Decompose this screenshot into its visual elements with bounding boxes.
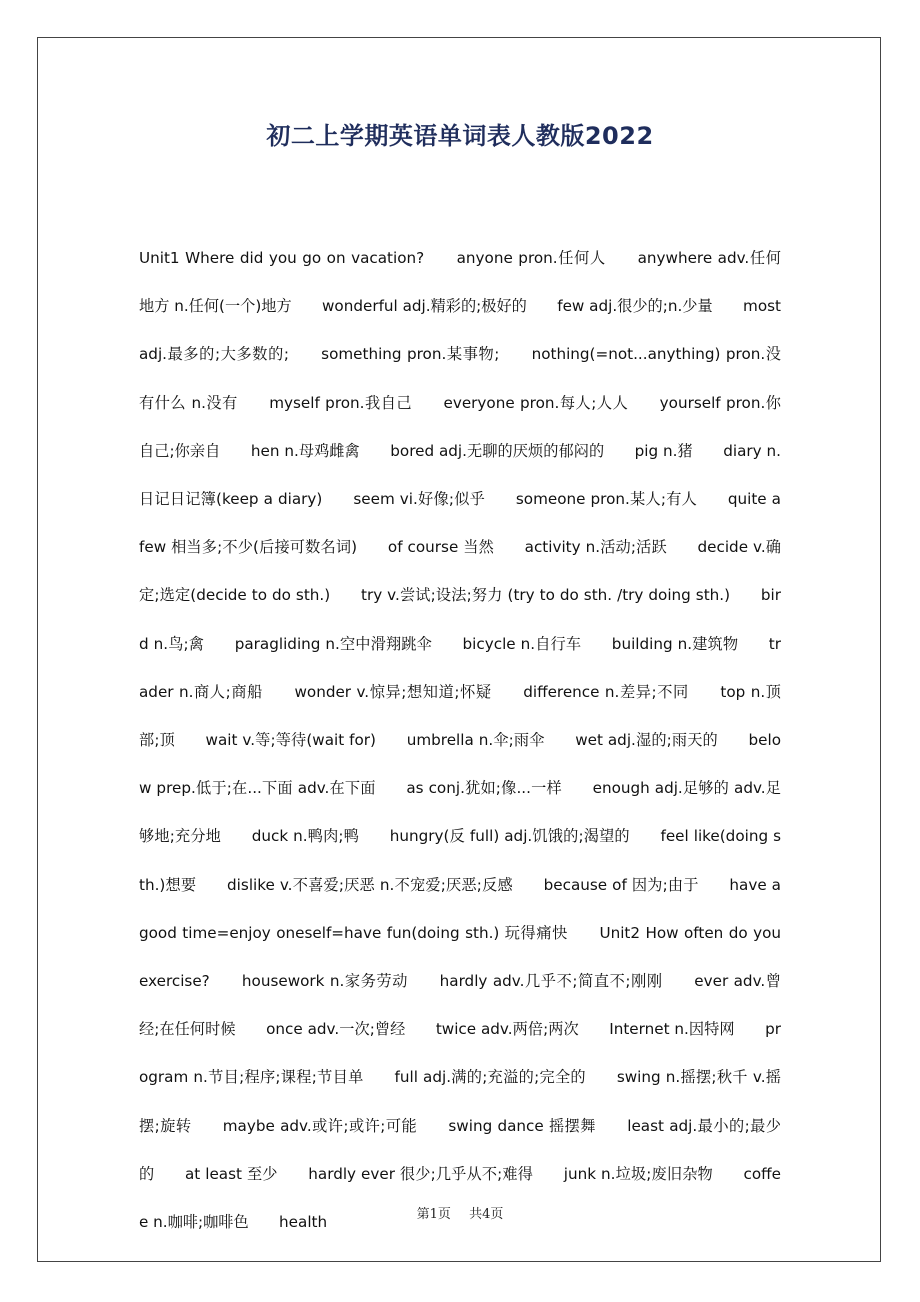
document-title: 初二上学期英语单词表人教版2022 <box>266 122 654 150</box>
page-footer <box>0 1205 920 1225</box>
page-number-current: 第1页 <box>416 1207 451 1222</box>
document-body-text: Unit1 Where did you go on vacation? anyone pron.任何人 anywhere adv.任何地方 n.任何(一个)地方 wonderful adj.精彩的;极好的 few adj.很少的;n.少量 most adj.最多的;大多数的; something pron.某事物; nothing(=not...anything) pron.没有什么 n.没有 myself pron.我自己 everyone pron.每人;人人 yourself pron.你自己;你亲自 hen n.母鸡雌禽 bored adj.无聊的厌烦的郁闷的 pig n.猪 diary n.日记日记簿(keep a diary) seem vi.好像;似乎 someone pron.某人;有人 quite a few 相当多;不少(后接可数名词) of course 当然 activity n.活动;活跃 decide v.确定;选定(decide to do sth.) try v.尝试;设法;努力 (try to do sth. /try doing sth.) bird n.鸟;禽 paragliding n.空中滑翔跳伞 bicycle n.自行车 building n.建筑物 trader n.商人;商船 wonder v.惊异;想知道;怀疑 difference n.差异;不同 top n.顶部;顶 wait v.等;等待(wait for) umbrella n.伞;雨伞 wet adj.湿的;雨天的 below prep.低于;在...下面 adv.在下面 as conj.犹如;像...一样 enough adj.足够的 adv.足够地;充分地 duck n.鸭肉;鸭 hungry(反 full) adj.饥饿的;渴望的 feel like(doing sth.)想要 dislike v.不喜爱;厌恶 n.不宠爱;厌恶;反感 because of 因为;由于 have a good time=enjoy oneself=have fun(doing sth.) 玩得痛快 Unit2 How often do you exercise? housework n.家务劳动 hardly adv.几乎不;简直不;刚刚 ever adv.曾经;在任何时候 once adv.一次;曾经 twice adv.两倍;两次 Internet n.因特网 program n.节目;程序;课程;节目单 full adj.满的;充溢的;完全的 swing n.摇摆;秋千 v.摇摆;旋转 maybe adv.或许;或许;可能 swing dance 摇摆舞 least adj.最小的;最少的 at least 至少 hardly ever 很少;几乎从不;难得 junk n.垃圾;废旧杂物 coffee n.咖啡;咖啡色 health <box>139 249 781 1232</box>
page-number-total: 共4页 <box>469 1207 504 1222</box>
